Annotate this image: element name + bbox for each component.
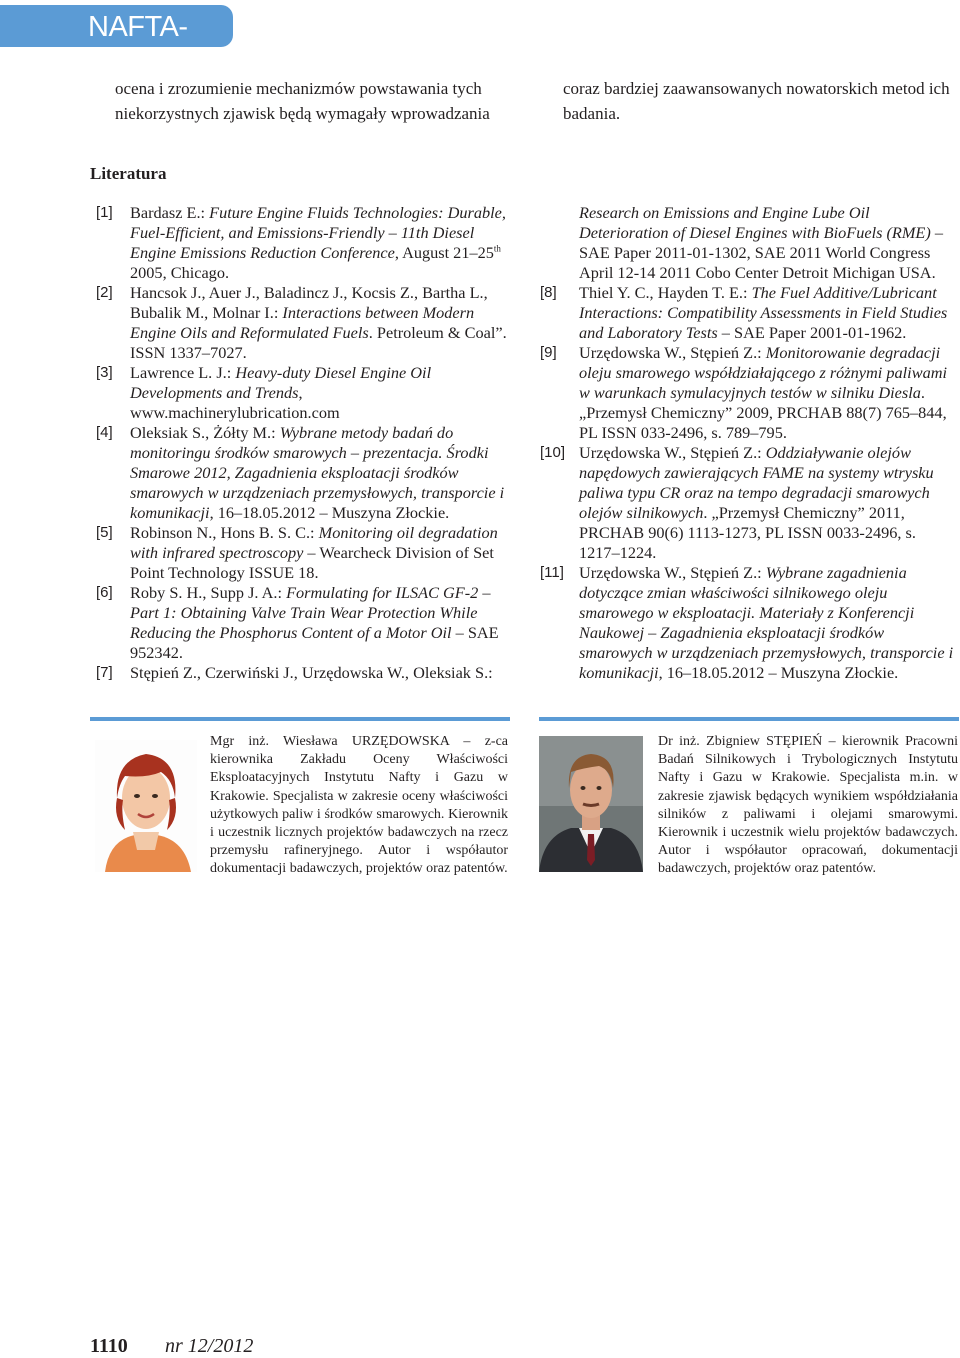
reference-title: Wybrane zagadnienia dotyczące zmian właściwości silnikowego oleju smarowego w eksploatacji. Materiały z Konferencji Naukowej – Zagadnienia eksploatacji środków smarowych w urządzeniach przemysłowych, transporcie i komunikacji xyxy=(579,563,954,682)
reference-title: Future Engine Fluids Technologies: Durable, Fuel-Efficient, and Emissions-Friendly – 11th Diesel Engine Emissions Reduction Conference xyxy=(130,203,506,262)
reference-number: [11] xyxy=(540,564,564,581)
reference-item xyxy=(96,523,512,583)
reference-details: . „Przemysł Chemiczny” 2009, PRCHAB 88(7) 765–844, PL ISSN 033-2496, s. 789–795. xyxy=(579,383,947,442)
reference-item xyxy=(540,443,960,563)
reference-item xyxy=(96,363,512,423)
reference-sep: : xyxy=(277,583,287,602)
author-photo-female xyxy=(95,740,197,872)
reference-authors: Roby S. H., Supp J. A. xyxy=(130,583,278,602)
author-bio-right: Dr inż. Zbigniew STĘPIEŃ – kierownik Pracowni Badań Silnikowych i Trybologicznych Instytutu Nafty i Gazu w Krakowie. Specjalista m.in. w zakresie zjawisk będących wynikiem współdziałania silników z paliwami i olejami smarowymi. Kierownik i uczestnik wielu projektów badawczych. Autor i współautor opracowań, dokumentacji badawczych, projektów oraz patentów. xyxy=(658,734,958,877)
reference-title: Monitorowanie degradacji oleju smarowego współdziałającego z różnymi paliwami w warunkach symulacyjnych testów w silniku Diesla xyxy=(579,343,947,402)
issue-label: nr 12/2012 xyxy=(165,1335,254,1357)
reference-details: – SAE Paper 2001-01-1962. xyxy=(717,323,907,342)
journal-header-tab xyxy=(0,5,233,76)
reference-authors: Robinson N., Hons B. S. C. xyxy=(130,523,311,542)
reference-number: [7] xyxy=(96,664,113,681)
reference-number: [8] xyxy=(540,284,557,301)
reference-title: Wybrane metody badań do monitoringu środków smarowych – prezentacja. Środki Smarowe 2012, Zagadnienia eksploatacji środków smarowych w urządzeniach przemysłowych, transporcie i komunikacji xyxy=(130,423,505,522)
reference-number: [1] xyxy=(96,204,113,221)
reference-sep: : xyxy=(757,563,766,582)
reference-title: Heavy-duty Diesel Engine Oil Developments and Trends xyxy=(130,363,432,402)
reference-authors: Lawrence L. J. xyxy=(130,363,227,382)
reference-details: , 16–18.05.2012 – Muszyna Złockie. xyxy=(209,503,450,522)
reference-item xyxy=(96,663,512,683)
reference-authors: Thiel Y. C., Hayden T. E. xyxy=(579,283,743,302)
reference-authors: Hancsok J., Auer J., Baladincz J., Kocsis Z., Bartha L., Bubalik M., Molnar I. xyxy=(130,283,488,322)
reference-sep: : xyxy=(757,443,766,462)
reference-item xyxy=(540,283,960,343)
reference-item xyxy=(96,203,512,283)
reference-sep: : xyxy=(271,423,280,442)
reference-number: [10] xyxy=(540,444,566,461)
reference-sep: : xyxy=(200,203,210,222)
reference-authors: Stępień Z., Czerwiński J., Urzędowska W., Oleksiak S. xyxy=(130,663,489,682)
reference-continuation xyxy=(540,203,960,283)
reference-authors: Urzędowska W., Stępień Z. xyxy=(579,343,758,362)
reference-sup: th xyxy=(493,243,501,254)
reference-details: – SAE 952342. xyxy=(130,623,499,662)
bio-divider-left xyxy=(90,717,510,721)
reference-title: Monitoring oil degradation with infrared spectroscopy xyxy=(130,523,498,562)
reference-details-2: 2005, Chicago. xyxy=(130,263,230,282)
intro-text-left: ocena i zrozumienie mechanizmów powstawania tych niekorzystnych zjawisk będą wymagały wprowadzania xyxy=(115,79,490,123)
reference-sep: : xyxy=(757,343,766,362)
literature-heading: Literatura xyxy=(90,164,167,183)
author-photo-male xyxy=(539,736,643,872)
references-right-column xyxy=(540,203,960,683)
reference-authors: Oleksiak S., Żółty M. xyxy=(130,423,272,442)
reference-number: [6] xyxy=(96,584,113,601)
reference-details: , 16–18.05.2012 – Muszyna Złockie. xyxy=(658,663,899,682)
reference-title: Research on Emissions and Engine Lube Oil Deterioration of Diesel Engines with BioFuels (RME) xyxy=(579,203,931,242)
reference-title: Formulating for ILSAC GF-2 – Part 1: Obtaining Valve Train Wear Protection While Reducing the Phosphorus Content of a Motor Oil xyxy=(130,583,491,642)
reference-number: [2] xyxy=(96,284,113,301)
reference-details: , www.machinerylubrication.com xyxy=(130,383,340,422)
reference-title: The Fuel Additive/Lubricant Interactions: Compatibility Assessments in Field Studies and Laboratory Tests xyxy=(579,283,948,342)
reference-number: [5] xyxy=(96,524,113,541)
references-left-column xyxy=(96,203,512,683)
reference-details: – Wearcheck Division of Set Point Technology ISSUE 18. xyxy=(130,543,494,582)
reference-details: – SAE Paper 2011-01-1302, SAE 2011 World Congress April 12-14 2011 Cobo Center Detroit Michigan USA. xyxy=(579,223,944,282)
reference-title: Interactions between Modern Engine Oils and Reformulated Fuels xyxy=(130,303,475,342)
reference-details: , August 21–25 xyxy=(394,243,494,262)
reference-item xyxy=(540,343,960,443)
bio-divider-right xyxy=(539,717,959,721)
reference-sep: : xyxy=(743,283,752,302)
reference-sep: : xyxy=(226,363,236,382)
reference-sep: : xyxy=(488,663,493,682)
reference-number: [4] xyxy=(96,424,113,441)
reference-details: . Petroleum & Coal”. ISSN 1337–7027. xyxy=(130,323,507,362)
reference-item xyxy=(96,283,512,363)
reference-item xyxy=(540,563,960,683)
author-bio-left: Mgr inż. Wiesława URZĘDOWSKA – z-ca kierownika Zakładu Oceny Właściwości Eksploatacyjnych Instytutu Nafty i Gazu w Krakowie. Specjalista w zakresie oceny właściwości użytkowych paliw i środków smarowych. Kierownik i uczestnik licznych projektów badawczych na rzecz przemysłu rafineryjnego. Autor i współautor dokumentacji badawczych, projektów oraz patentów. xyxy=(210,734,508,877)
reference-sep: : xyxy=(310,523,319,542)
reference-number: [3] xyxy=(96,364,113,381)
reference-title: Oddziaływanie olejów napędowych zawierających FAME na systemy wtrysku paliwa typu CR oraz na tempo degradacji smarowych olejów silnikowych xyxy=(579,443,934,522)
page-number: 1110 xyxy=(90,1335,128,1357)
journal-title: NAFTA-GAZ xyxy=(88,11,188,76)
reference-authors: Urzędowska W., Stępień Z. xyxy=(579,563,758,582)
reference-details: . „Przemysł Chemiczny” 2011, PRCHAB 90(6) 1113-1273, PL ISSN 0033-2496, s. 1217–1224. xyxy=(579,503,916,562)
reference-authors: Urzędowska W., Stępień Z. xyxy=(579,443,758,462)
intro-text-right: coraz bardziej zaawansowanych nowatorskich metod ich badania. xyxy=(563,79,950,123)
reference-item xyxy=(96,423,512,523)
reference-number: [9] xyxy=(540,344,557,361)
reference-item xyxy=(96,583,512,663)
reference-authors: Bardasz E. xyxy=(130,203,201,222)
reference-sep: : xyxy=(273,303,283,322)
